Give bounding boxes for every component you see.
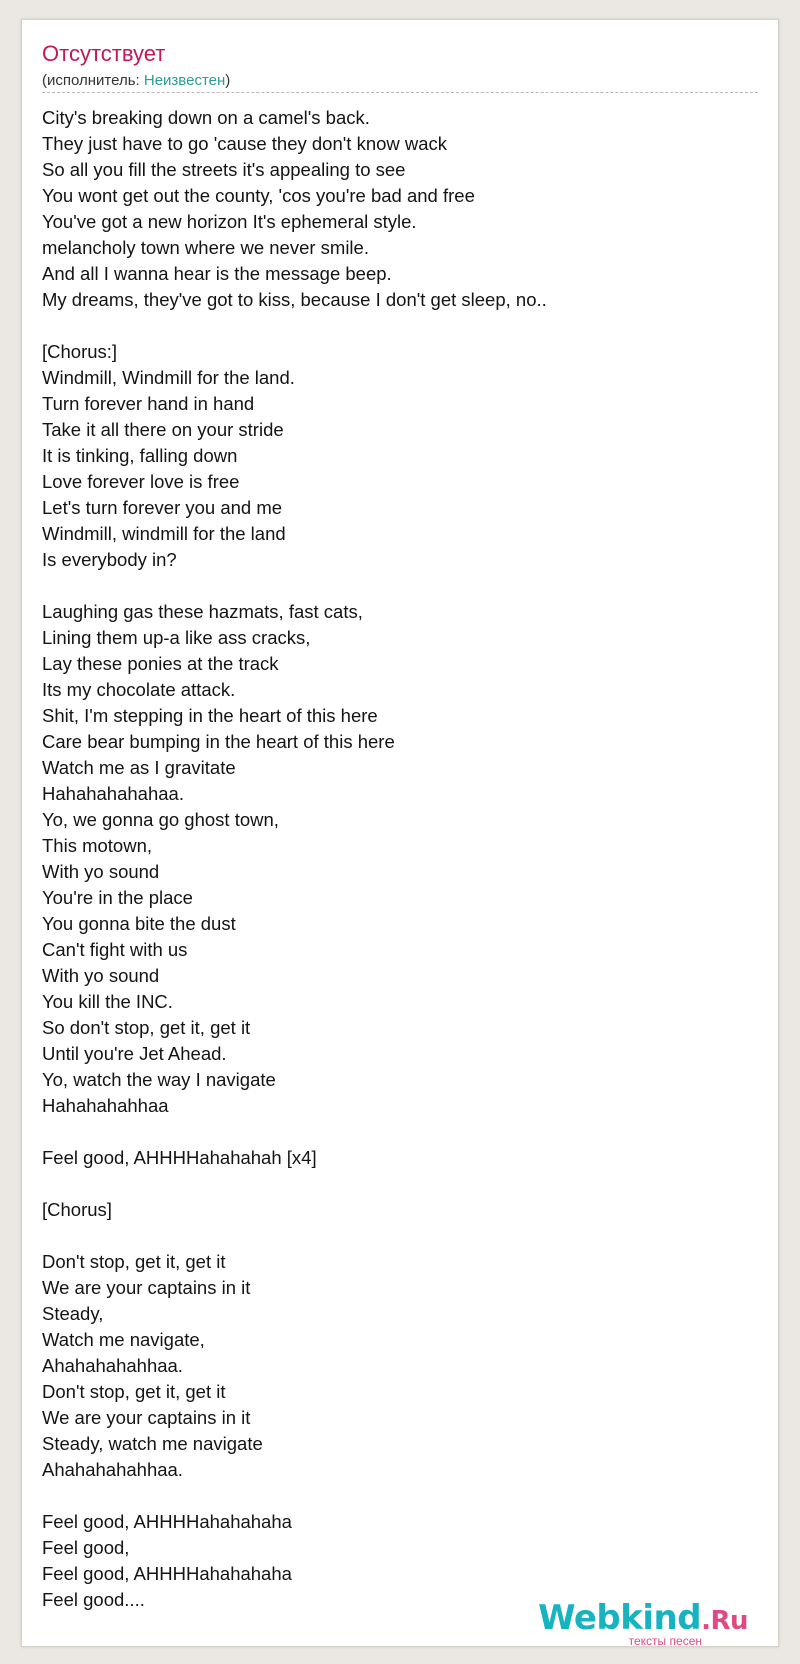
lyric-line: Windmill, Windmill for the land.: [42, 367, 295, 388]
lyric-line: Ahahahahahhaa.: [42, 1459, 183, 1480]
lyric-line: Feel good, AHHHHahahahaha: [42, 1563, 292, 1584]
lyrics-stanza: [42, 1197, 742, 1223]
lyric-line: Shit, I'm stepping in the heart of this here: [42, 705, 378, 726]
lyric-line: Its my chocolate attack.: [42, 679, 236, 700]
lyric-line: City's breaking down on a camel's back.: [42, 107, 370, 128]
lyric-line: And all I wanna hear is the message beep.: [42, 263, 392, 284]
lyrics-stanza: [42, 339, 742, 573]
lyric-line: Watch me as I gravitate: [42, 757, 236, 778]
artist-prefix: (исполнитель:: [42, 72, 144, 89]
lyric-line: You've got a new horizon It's ephemeral style.: [42, 211, 417, 232]
lyric-line: [Chorus]: [42, 1199, 112, 1220]
lyric-line: Feel good, AHHHHahahahaha: [42, 1511, 292, 1532]
lyric-line: So all you fill the streets it's appealing to see: [42, 159, 406, 180]
site-watermark: [528, 1598, 748, 1652]
lyric-line: Care bear bumping in the heart of this here: [42, 731, 395, 752]
watermark-tagline: тексты песен: [628, 1634, 702, 1648]
lyric-line: Is everybody in?: [42, 549, 177, 570]
lyrics-stanza: [42, 1249, 742, 1483]
lyric-line: Let's turn forever you and me: [42, 497, 283, 518]
lyric-line: Until you're Jet Ahead.: [42, 1043, 227, 1064]
watermark-tld: .Ru: [701, 1606, 748, 1636]
lyric-line: Love forever love is free: [42, 471, 240, 492]
artist-link[interactable]: Неизвестен: [143, 72, 226, 89]
lyric-line: You kill the INC.: [42, 991, 173, 1012]
artist-line: [42, 72, 230, 90]
lyric-line: They just have to go 'cause they don't know wack: [42, 133, 448, 154]
lyrics-body: [42, 105, 742, 1639]
lyric-line: It is tinking, falling down: [42, 445, 238, 466]
lyric-line: Yo, we gonna go ghost town,: [42, 809, 279, 830]
lyric-line: With yo sound: [42, 861, 160, 882]
lyric-line: Don't stop, get it, get it: [42, 1251, 226, 1272]
lyric-line: Don't stop, get it, get it: [42, 1381, 226, 1402]
lyric-line: Feel good....: [42, 1589, 145, 1610]
lyric-line: You wont get out the county, 'cos you're bad and free: [42, 185, 475, 206]
artist-suffix: ): [225, 72, 231, 89]
lyrics-stanza: [42, 599, 742, 1119]
lyric-line: Take it all there on your stride: [42, 419, 284, 440]
watermark-brand: Webkind: [538, 1598, 702, 1638]
lyric-line: Yo, watch the way I navigate: [42, 1069, 276, 1090]
lyric-line: We are your captains in it: [42, 1407, 251, 1428]
lyric-line: Turn forever hand in hand: [42, 393, 255, 414]
lyrics-stanza: [42, 1145, 742, 1171]
lyric-line: Lining them up-a like ass cracks,: [42, 627, 311, 648]
lyric-line: So don't stop, get it, get it: [42, 1017, 251, 1038]
lyric-line: Steady,: [42, 1303, 104, 1324]
lyric-line: Lay these ponies at the track: [42, 653, 279, 674]
lyric-line: Windmill, windmill for the land: [42, 523, 286, 544]
lyrics-stanza: [42, 105, 742, 313]
lyric-line: Feel good,: [42, 1537, 130, 1558]
header-divider: [42, 92, 758, 93]
lyric-line: You gonna bite the dust: [42, 913, 236, 934]
lyric-line: You're in the place: [42, 887, 193, 908]
lyric-line: This motown,: [42, 835, 153, 856]
lyric-line: melancholy town where we never smile.: [42, 237, 369, 258]
lyric-line: We are your captains in it: [42, 1277, 251, 1298]
song-title: Отсутствует: [42, 41, 166, 66]
lyric-line: With yo sound: [42, 965, 160, 986]
lyric-line: Laughing gas these hazmats, fast cats,: [42, 601, 363, 622]
lyric-line: My dreams, they've got to kiss, because I don't get sleep, no..: [42, 289, 547, 310]
lyric-line: Can't fight with us: [42, 939, 188, 960]
lyric-line: Hahahahahhaa: [42, 1095, 169, 1116]
lyric-line: Ahahahahahhaa.: [42, 1355, 183, 1376]
lyric-line: Feel good, AHHHHahahahah [x4]: [42, 1147, 317, 1168]
lyric-line: Hahahahahahaa.: [42, 783, 184, 804]
lyrics-card: [21, 19, 779, 1647]
lyric-line: Steady, watch me navigate: [42, 1433, 263, 1454]
lyric-line: [Chorus:]: [42, 341, 118, 362]
lyric-line: Watch me navigate,: [42, 1329, 205, 1350]
